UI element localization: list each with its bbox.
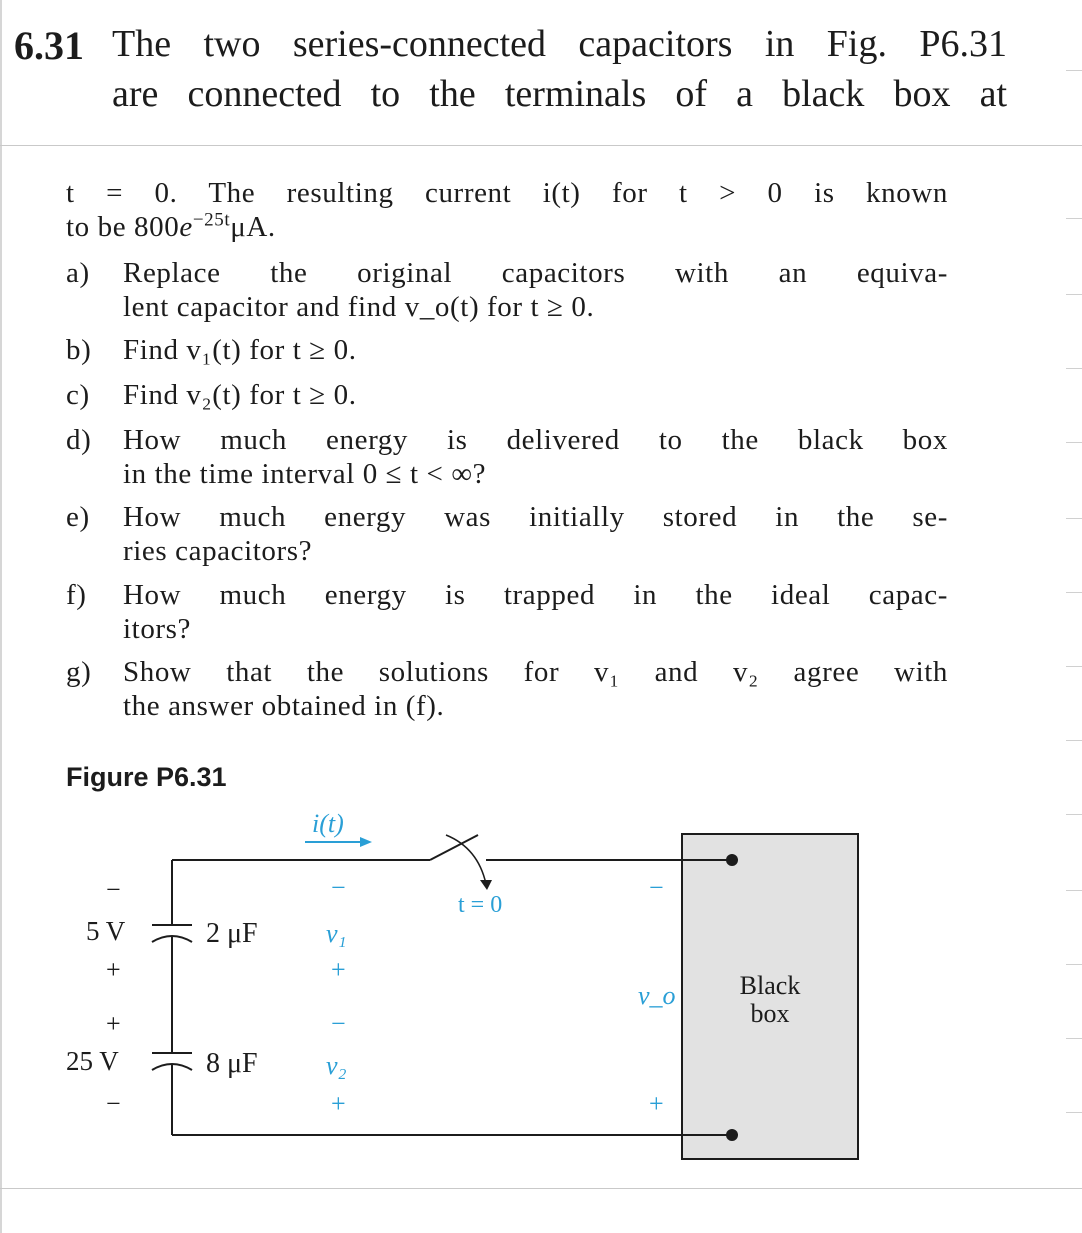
part-label: g) [66,656,92,688]
part-text-line-2: ries capacitors? [123,535,313,567]
cap1-bottom-sign: + [106,955,121,984]
cap1-value: 2 μF [206,918,258,949]
part-text-line-2: the answer obtained in (f). [123,690,445,722]
part-text-line-1: Find v₁(t) for t ≥ 0. [123,334,357,366]
part-label: a) [66,257,90,289]
problem-header-line-1: The two series-connected capacitors in Fig. P6.31 [112,23,1007,65]
switch-arrowhead [480,880,492,890]
part-label: f) [66,579,87,611]
intro-e: e [179,211,193,243]
problem-header-line-2: are connected to the terminals of a black box at [112,73,1007,115]
v2-bottom-sign: + [331,1089,346,1118]
cap1-top-sign: − [106,875,121,904]
part-text-line-2: lent capacitor and find v_o(t) for t ≥ 0. [123,291,595,323]
part-text-line-1: How much energy is delivered to the black box [123,424,948,456]
vo-bottom-sign: + [649,1089,664,1118]
v2-top-sign: − [331,1009,346,1038]
intro-exponent: −25t [192,209,231,231]
current-label: i(t) [312,809,344,838]
cap2-top-sign: + [106,1009,121,1038]
part-label: d) [66,424,92,456]
cap2-value: 8 μF [206,1048,258,1079]
cap2-bottom-sign: − [106,1089,121,1118]
part-text-line-1: Show that the solutions for v₁ and v₂ agree with [123,656,948,688]
v2-label: v₂ [326,1051,347,1080]
box-label-line-2: box [750,999,790,1028]
problem-number: 6.31 [14,23,84,68]
cap2-initial-voltage: 25 V [66,1046,119,1076]
part-label: e) [66,501,90,533]
terminal-bottom [726,1129,738,1141]
intro-pre: to be 800 [66,211,180,243]
figure-title: Figure P6.31 [66,762,227,792]
part-text-line-2: itors? [123,613,192,645]
part-label: c) [66,379,90,411]
part-text-line-2: in the time interval 0 ≤ t < ∞? [123,458,487,490]
intro-unit: μA. [230,211,276,243]
box-label-line-1: Black [739,971,801,1000]
part-text-line-1: Find v₂(t) for t ≥ 0. [123,379,357,411]
switch-label: t = 0 [458,892,503,918]
vo-label: v_o [638,981,676,1010]
current-arrowhead [360,837,372,847]
part-text-line-1: Replace the original capacitors with an equiva- [123,257,948,289]
v1-bottom-sign: + [331,955,346,984]
intro-line-1: t = 0. The resulting current i(t) for t > 0 is known [66,177,948,209]
cap1-initial-voltage: 5 V [86,916,126,946]
vo-top-sign: − [649,873,664,902]
v1-label: v₁ [326,919,347,948]
part-text-line-1: How much energy is trapped in the ideal capac- [123,579,948,611]
terminal-top [726,854,738,866]
part-label: b) [66,334,92,366]
part-text-line-1: How much energy was initially stored in the se- [123,501,948,533]
v1-top-sign: − [331,873,346,902]
